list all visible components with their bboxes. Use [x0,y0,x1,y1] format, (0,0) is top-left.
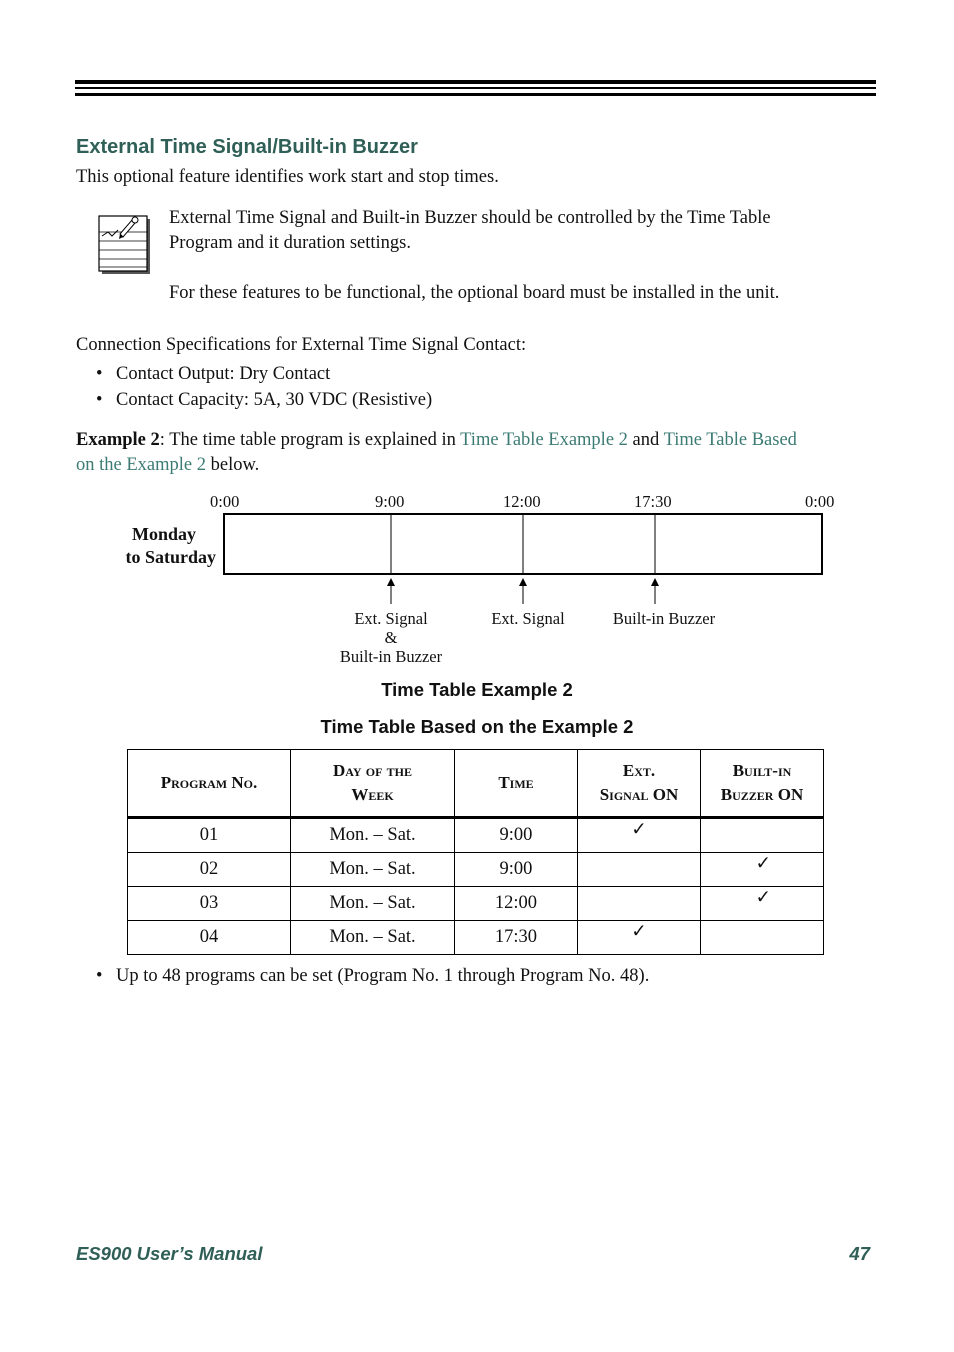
bullet-dot: • [96,966,103,986]
timeline-diagram [220,510,826,610]
link-time-table-based-cont[interactable]: on the Example 2 [76,455,206,475]
example-text-2: below. [205,455,260,475]
cell-buzzer-check: ✓ [701,887,824,921]
header-buzzer [701,750,824,818]
arrow-icon [387,578,395,604]
cell-program: 03 [128,887,291,921]
cell-ext-check [578,853,701,887]
table-caption: Time Table Based on the Example 2 [320,716,634,737]
header-program: Program No. [128,750,291,818]
cell-time: 9:00 [455,853,578,887]
header-ext-line-1: Ext. [622,761,656,780]
table-row [128,818,824,853]
bullet-text: Contact Output: Dry Contact [116,364,331,384]
example-label: Example 2 [76,430,160,450]
notepad-icon [98,212,152,276]
cell-ext-check: ✓ [578,921,701,955]
header-ext-signal-word: Signal [599,785,649,804]
bullet-text: Contact Capacity: 5A, 30 VDC (Resistive) [116,390,433,410]
connection-heading: Connection Specifications for External Time Signal Contact: [76,335,527,355]
note-line-3: For these features to be functional, the optional board must be installed in the unit. [169,283,780,303]
cell-program: 01 [128,818,291,853]
footnote-text: Up to 48 programs can be set (Program No. 1 through Program No. 48). [116,966,650,986]
footer-page-number: 47 [849,1243,870,1264]
table-row [128,853,824,887]
cell-day: Mon. – Sat. [291,853,455,887]
example-and: and [627,430,664,450]
link-time-table-example[interactable]: Time Table Example 2 [460,430,628,450]
note-line-1: External Time Signal and Built-in Buzzer should be controlled by the Time Table [169,208,771,228]
cell-ext-check: ✓ [578,818,701,853]
cell-program: 04 [128,921,291,955]
cell-program: 02 [128,853,291,887]
bullet-item [96,390,432,411]
bullet-dot: • [96,364,103,384]
cell-time: 17:30 [455,921,578,955]
header-ext-line-2 [578,783,700,807]
table-row [128,921,824,955]
marker-label [311,609,471,666]
arrow-icon [519,578,527,604]
cell-time: 12:00 [455,887,578,921]
example-paragraph [76,428,876,478]
arrow-icon [651,578,659,604]
link-time-table-based[interactable]: Time Table Based [663,430,797,450]
cell-buzzer-check [701,818,824,853]
cell-ext-check [578,887,701,921]
time-table [127,749,824,955]
header-buzzer-word: Buzzer [720,785,774,804]
header-day [291,750,455,818]
cell-day: Mon. – Sat. [291,818,455,853]
table-row [128,887,824,921]
marker-label: Built-in Buzzer [612,609,716,628]
section-intro: This optional feature identifies work start and stop times. [76,167,499,187]
header-rule-middle [75,87,876,89]
marker-label: Ext. Signal [491,609,565,628]
cell-day: Mon. – Sat. [291,887,455,921]
cell-buzzer-check [701,921,824,955]
note-line-2: Program and it duration settings. [169,233,412,253]
header-day-line-2: Week [351,785,394,804]
time-label: 12:00 [503,492,541,511]
bullet-item [96,364,330,385]
header-time: Time [455,750,578,818]
header-buzzer-line-1: Built-in [732,761,792,780]
row-label [100,523,216,569]
header-rule-bottom [75,93,876,96]
header-buzzer-on: ON [773,785,804,804]
header-day-line-1: Day of the [332,761,412,780]
cell-time: 9:00 [455,818,578,853]
header-buzzer-line-2 [701,783,823,807]
example-text-1: : The time table program is explained in [159,430,461,450]
header-rule-top [75,80,876,84]
row-label-line-1: Monday [131,524,196,544]
bullet-dot: • [96,390,103,410]
header-ext-signal [578,750,701,818]
time-label: 17:30 [634,492,672,511]
bullet-item [96,966,649,987]
marker-label-line: Built-in Buzzer [339,647,443,666]
time-label: 9:00 [375,492,405,511]
footer-manual-title: ES900 User’s Manual [76,1243,263,1264]
table-header-row [128,750,824,818]
header-ext-on: ON [648,785,679,804]
cell-day: Mon. – Sat. [291,921,455,955]
marker-label-line: & [384,628,398,647]
cell-buzzer-check: ✓ [701,853,824,887]
row-label-line-2: to Saturday [125,547,216,567]
time-label: 0:00 [210,492,240,511]
diagram-caption: Time Table Example 2 [381,679,573,700]
time-label: 0:00 [805,492,835,511]
section-title: External Time Signal/Built-in Buzzer [76,136,418,158]
marker-label-line: Ext. Signal [354,609,428,628]
